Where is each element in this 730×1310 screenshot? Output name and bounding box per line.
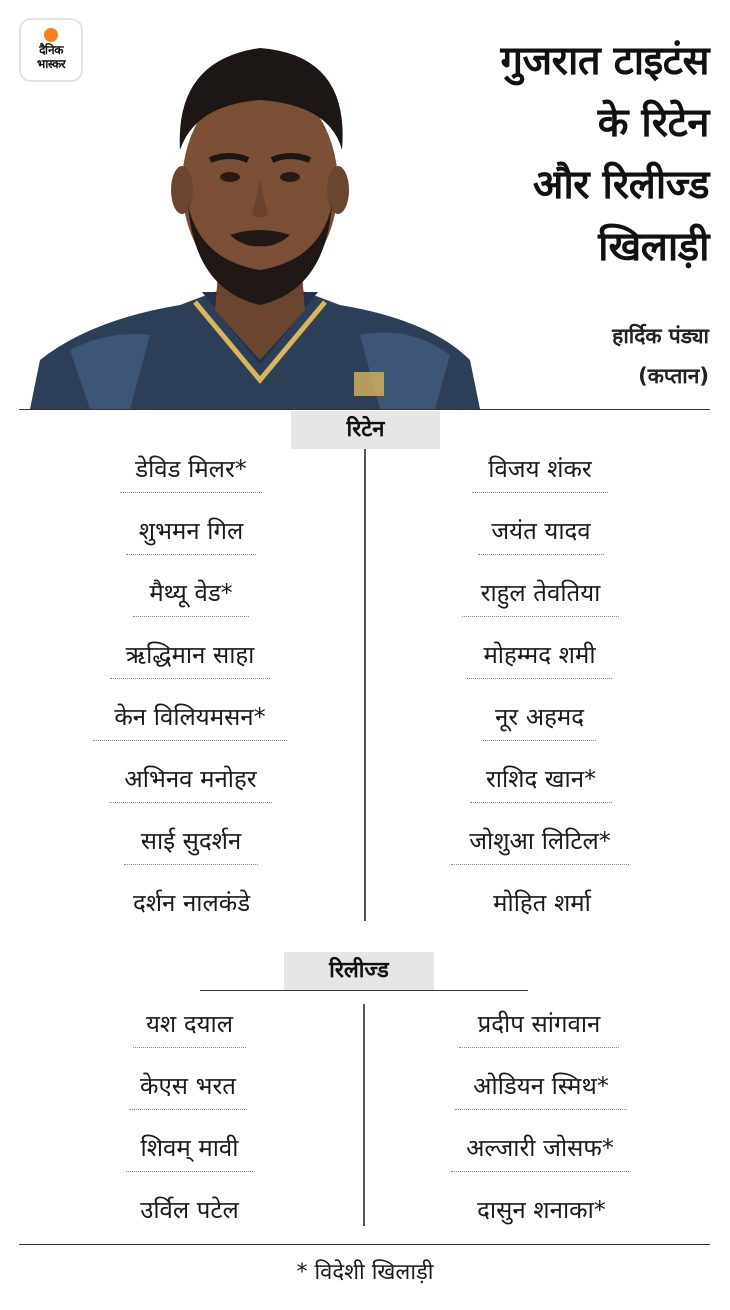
- list-item: शिवम् मावी: [126, 1131, 253, 1172]
- title-line-1: गुजरात टाइटंस: [500, 38, 709, 84]
- title-line-3: और रिलीज्ड: [532, 162, 709, 208]
- list-item: राहुल तेवतिया: [462, 576, 619, 617]
- retained-label: रिटेन: [291, 411, 440, 449]
- logo-line-2: भास्कर: [36, 57, 66, 71]
- list-item: साई सुदर्शन: [124, 824, 258, 865]
- list-item: जयंत यादव: [478, 514, 604, 555]
- list-item: डेविड मिलर*: [120, 452, 262, 493]
- list-item: अभिनव मनोहर: [109, 762, 272, 803]
- list-item: प्रदीप सांगवान: [459, 1007, 619, 1048]
- list-item: नूर अहमद: [483, 700, 596, 741]
- logo-line-1: दैनिक: [39, 43, 63, 57]
- list-item: उर्विल पटेल: [140, 1196, 239, 1224]
- released-label-underline: [200, 990, 528, 991]
- title-line-2: के रिटेन: [597, 100, 709, 146]
- list-item: विजय शंकर: [472, 452, 608, 493]
- list-item: शुभमन गिल: [126, 514, 256, 555]
- list-item: मोहम्मद शमी: [467, 638, 612, 679]
- title-line-4: खिलाड़ी: [598, 224, 709, 270]
- released-column-divider: [363, 1004, 365, 1226]
- released-label: रिलीज्ड: [284, 952, 434, 990]
- list-item: मोहित शर्मा: [493, 889, 591, 917]
- list-item: दासुन शनाका*: [477, 1196, 606, 1224]
- list-item: ओडियन स्मिथ*: [455, 1069, 627, 1110]
- player-portrait: [30, 20, 480, 409]
- page-title: [500, 30, 709, 278]
- divider-top: [19, 409, 710, 410]
- footnote: * विदेशी खिलाड़ी: [296, 1260, 434, 1285]
- captain-block: [612, 316, 709, 396]
- list-item: केएस भरत: [129, 1069, 247, 1110]
- list-item: ऋद्धिमान साहा: [110, 638, 270, 679]
- list-item: केन विलियमसन*: [93, 700, 287, 741]
- list-item: राशिद खान*: [470, 762, 612, 803]
- list-item: यश दयाल: [133, 1007, 246, 1048]
- list-item: दर्शन नालकंडे: [132, 889, 251, 917]
- player-portrait-illustration: [30, 20, 480, 409]
- list-item: अल्जारी जोसफ*: [451, 1131, 629, 1172]
- captain-role: (कप्तान): [638, 364, 709, 388]
- list-item: जोशुआ लिटिल*: [451, 824, 629, 865]
- divider-bottom: [19, 1244, 710, 1245]
- list-item: मैथ्यू वेड*: [133, 576, 249, 617]
- retained-column-divider: [364, 449, 366, 921]
- captain-name: हार्दिक पंड्या: [612, 324, 709, 348]
